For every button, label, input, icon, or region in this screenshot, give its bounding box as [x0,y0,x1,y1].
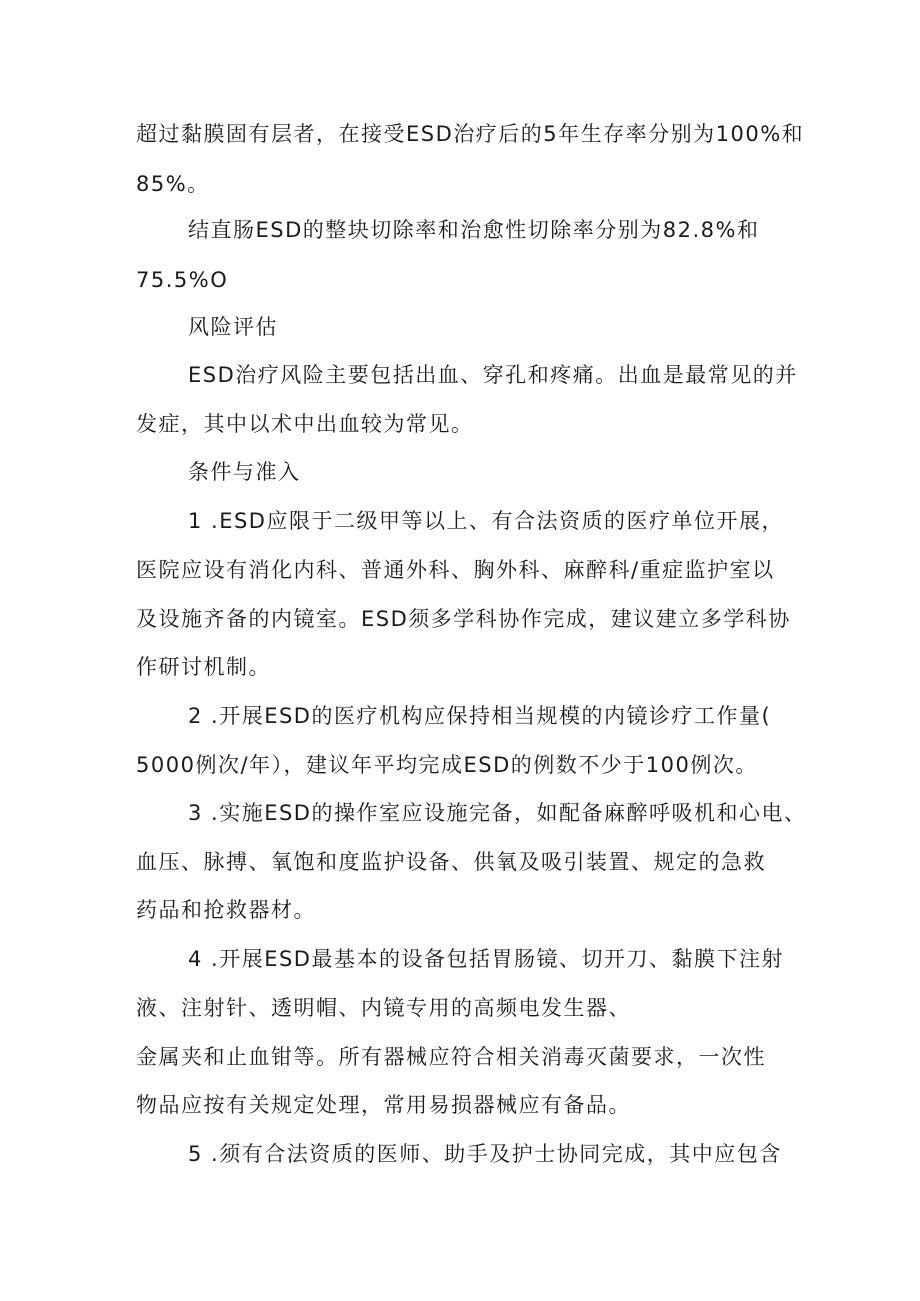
text-line: 发症，其中以术中出血较为常见。 [136,412,474,436]
section-heading-risk: 风险评估 [188,315,278,339]
text-line: 物品应按有关规定处理，常用易损器械应有备品。 [136,1093,631,1117]
text-line: 医院应设有消化内科、普通外科、胸外科、麻醉科/重症监护室以 [136,558,775,582]
text-line: 金属夹和止血钳等。所有器械应符合相关消毒灭菌要求，一次性 [136,1045,766,1069]
text-line: 85%。 [136,172,210,196]
section-heading-conditions: 条件与准入 [188,460,301,484]
text-line: 5000例次/年），建议年平均完成ESD的例数不少于100例次。 [136,753,758,777]
text-line: 75.5%O [136,268,229,292]
text-line: 作研讨机制。 [136,655,271,679]
text-line: 药品和抢救器材。 [136,898,316,922]
text-line: ESD治疗风险主要包括出血、穿孔和疼痛。出血是最常见的并 [188,363,798,387]
text-line: 1 .ESD应限于二级甲等以上、有合法资质的医疗单位开展， [188,509,784,533]
text-line: 及设施齐备的内镜室。ESD须多学科协作完成，建议建立多学科协 [136,607,791,631]
text-line: 4 .开展ESD最基本的设备包括胃肠镜、切开刀、黏膜下注射 [188,947,784,971]
text-line: 液、注射针、透明帽、内镜专用的高频电发生器、 [136,996,631,1020]
text-line: 血压、脉搏、氧饱和度监护设备、供氧及吸引装置、规定的急救 [136,850,766,874]
text-line: 结直肠ESD的整块切除率和治愈性切除率分别为82.8%和 [188,218,760,242]
text-line: 2 .开展ESD的医疗机构应保持相当规模的内镜诊疗工作量( [188,704,772,728]
text-line: 3 .实施ESD的操作室应设施完备，如配备麻醉呼吸机和心电、 [188,801,807,825]
text-line: 5 .须有合法资质的医师、助手及护士协同完成，其中应包含 [188,1142,782,1166]
text-line: 超过黏膜固有层者，在接受ESD治疗后的5年生存率分别为100%和 [136,122,805,146]
